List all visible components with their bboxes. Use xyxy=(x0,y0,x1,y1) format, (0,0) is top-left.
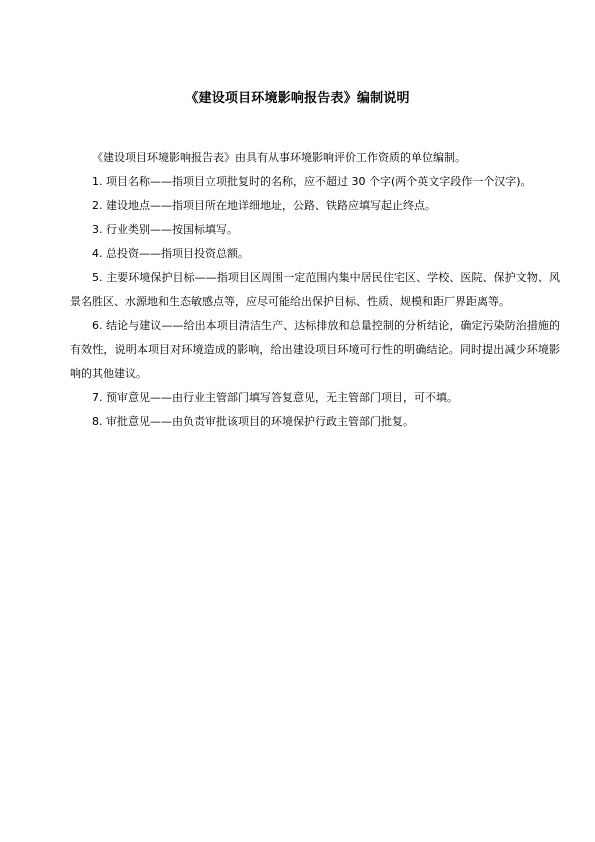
document-title: 《建设项目环境影响报告表》编制说明 xyxy=(185,91,410,106)
list-item-5: 5. 主要环境保护目标——指项目区周围一定范围内集中居民住宅区、学校、医院、保护文物、风景名胜区、水源地和生态敏感点等，应尽可能给出保护目标、性质、规模和距厂界距离等。 xyxy=(70,271,560,308)
list-item-4: 4. 总投资——指项目投资总额。 xyxy=(92,247,249,260)
list-item-3: 3. 行业类别——按国标填写。 xyxy=(92,223,238,236)
list-item-1: 1. 项目名称——指项目立项批复时的名称，应不超过 30 个字(两个英文字段作一个汉字)。 xyxy=(92,175,532,188)
intro-paragraph: 《建设项目环境影响报告表》由具有从事环境影响评价工作资质的单位编制。 xyxy=(92,151,466,164)
list-item-6: 6. 结论与建议——给出本项目清洁生产、达标排放和总量控制的分析结论，确定污染防治措施的有效性，说明本项目对环境造成的影响，给出建设项目环境可行性的明确结论。同时提出减少环境影响的其他建议。 xyxy=(70,319,560,380)
list-item-7: 7. 预审意见——由行业主管部门填写答复意见，无主管部门项目，可不填。 xyxy=(92,391,458,404)
list-item-8: 8. 审批意见——由负责审批该项目的环境保护行政主管部门批复。 xyxy=(92,415,414,428)
document-body xyxy=(70,146,560,434)
list-item-2: 2. 建设地点——指项目所在地详细地址，公路、铁路应填写起止终点。 xyxy=(92,199,436,212)
